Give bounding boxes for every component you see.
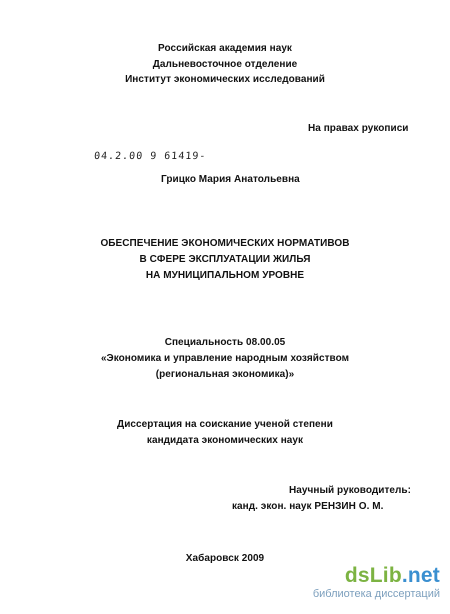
dslib-watermark xyxy=(313,564,440,601)
library-code-stamp xyxy=(94,150,207,163)
organization-line-2: Дальневосточное отделение xyxy=(152,59,298,70)
watermark-logo-part1: dsLib xyxy=(344,564,402,587)
organization-line-1: Российская академия наук xyxy=(158,43,292,54)
rights-note: На правах рукописи xyxy=(308,123,409,134)
place-year: Хабаровск 2009 xyxy=(185,553,265,564)
organization-line-3: Институт экономических исследований xyxy=(125,74,325,85)
supervisor-label: Научный руководитель: xyxy=(289,485,412,496)
title-line-1: ОБЕСПЕЧЕНИЕ ЭКОНОМИЧЕСКИХ НОРМАТИВОВ xyxy=(100,238,350,249)
specialty-line-2: «Экономика и управление народным хозяйством xyxy=(100,353,350,364)
library-code: 04.2.00 9 61419 xyxy=(93,151,200,162)
watermark-logo-part2: .net xyxy=(401,564,440,587)
title-line-3: НА МУНИЦИПАЛЬНОМ УРОВНЕ xyxy=(145,270,305,281)
specialty-line-1: Специальность 08.00.05 xyxy=(164,337,286,348)
specialty-line-3: (региональная экономика)» xyxy=(155,369,295,380)
degree-line-1: Диссертация на соискание ученой степени xyxy=(117,419,333,430)
title-line-2: В СФЕРЕ ЭКСПЛУАТАЦИИ ЖИЛЬЯ xyxy=(139,254,311,265)
supervisor-name: канд. экон. наук РЕНЗИН О. М. xyxy=(232,501,384,512)
author-name: Грицко Мария Анатольевна xyxy=(161,174,300,185)
library-code-mark: - xyxy=(198,151,207,162)
degree-line-2: кандидата экономических наук xyxy=(146,435,304,446)
watermark-logo xyxy=(313,564,440,588)
watermark-subtitle: библиотека диссертаций xyxy=(312,588,440,600)
